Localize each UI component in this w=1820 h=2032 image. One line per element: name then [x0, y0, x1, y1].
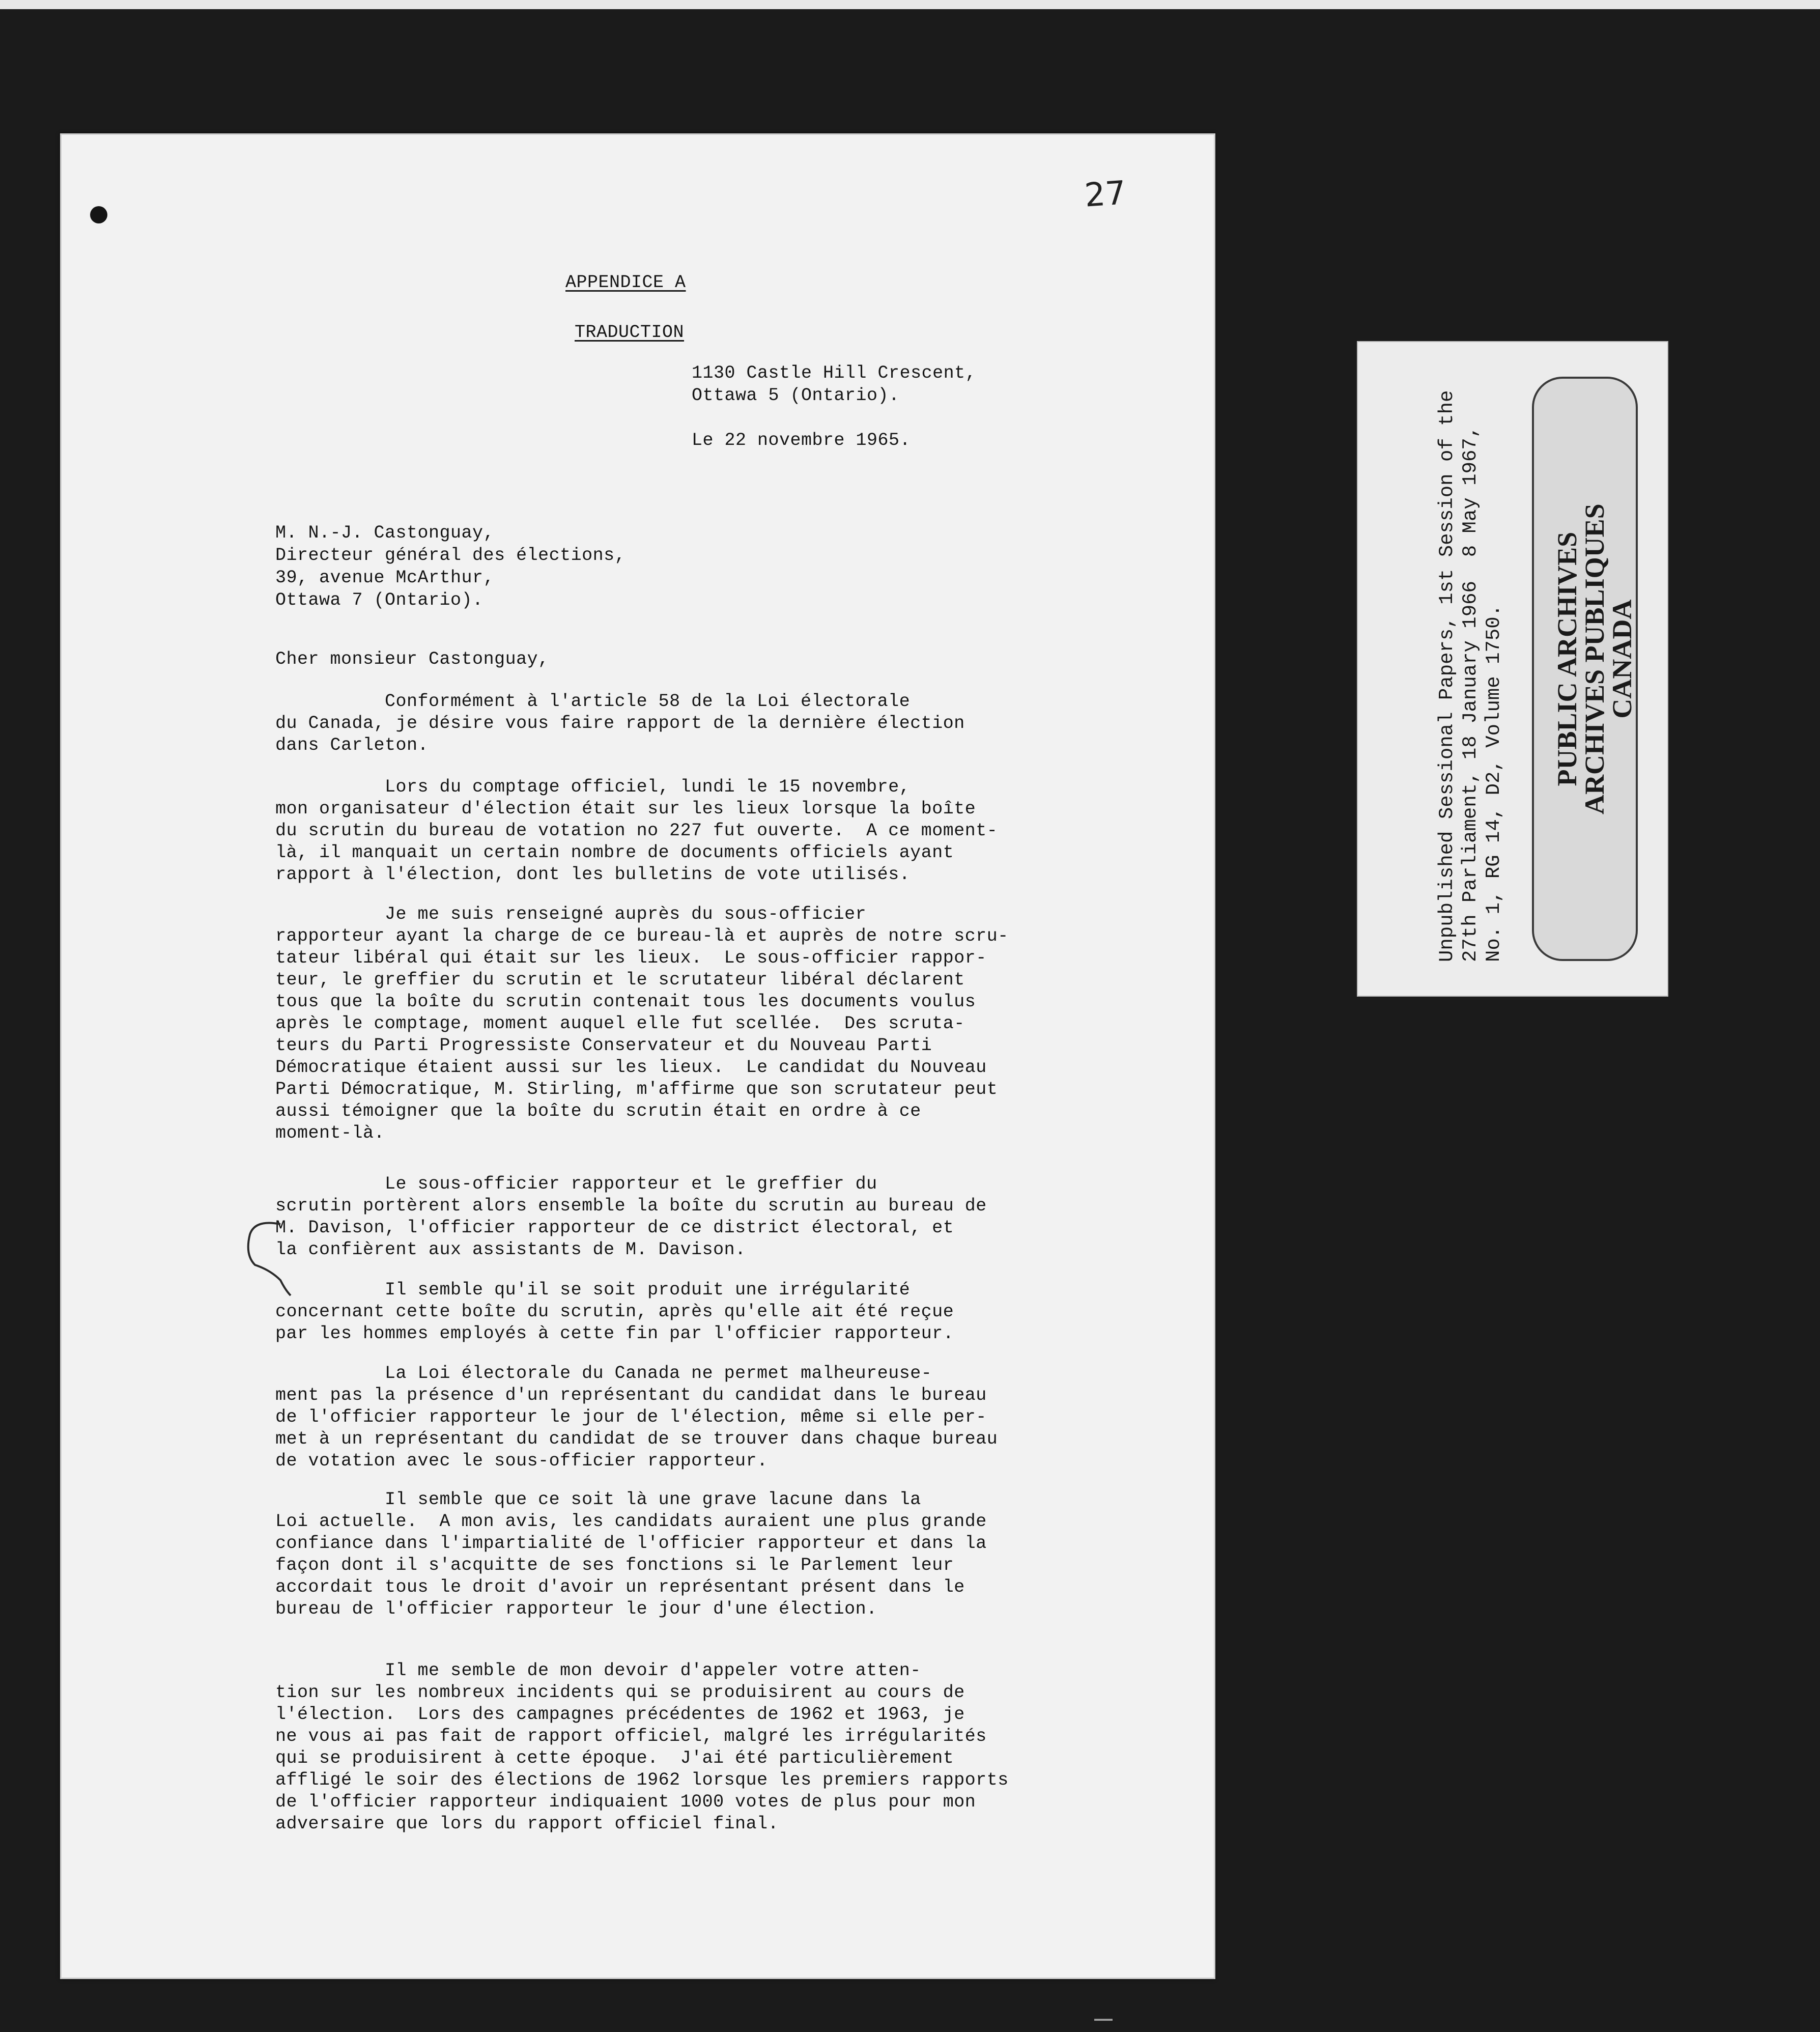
punch-hole — [90, 206, 107, 223]
paragraph-line: Loi actuelle. A mon avis, les candidats auraient une plus grande — [275, 1511, 987, 1532]
paragraph-line: met à un représentant du candidat de se trouver dans chaque bureau — [275, 1429, 998, 1449]
paragraph-line: Conformément à l'article 58 de la Loi électorale — [275, 691, 911, 712]
letter-date: Le 22 novembre 1965. — [692, 430, 911, 450]
paragraph-line: du Canada, je désire vous faire rapport de la dernière élection — [275, 713, 965, 733]
paragraph-line: Lors du comptage officiel, lundi le 15 novembre, — [275, 777, 911, 797]
paragraph-line: teurs du Parti Progressiste Conservateur et du Nouveau Parti — [275, 1035, 932, 1056]
sender-address-line-1: 1130 Castle Hill Crescent, — [692, 363, 977, 383]
page-number: 27 — [1083, 174, 1127, 215]
paragraph-5 — [275, 1279, 954, 1345]
paragraph-line: tion sur les nombreux incidents qui se produisirent au cours de — [275, 1682, 965, 1703]
archive-label-line: 27th Parliament, 18 January 1966 8 May 1967, — [1459, 426, 1482, 962]
paragraph-line: Parti Démocratique, M. Stirling, m'affirme que son scrutateur peut — [275, 1079, 998, 1099]
recipient-line-4: Ottawa 7 (Ontario). — [275, 590, 484, 610]
paragraph-line: Démocratique étaient aussi sur les lieux. Le candidat du Nouveau — [275, 1057, 987, 1078]
paragraph-line: bureau de l'officier rapporteur le jour d'une élection. — [275, 1599, 877, 1619]
recipient-line-3: 39, avenue McArthur, — [275, 568, 495, 588]
paragraph-line: La Loi électorale du Canada ne permet malheureuse- — [275, 1363, 932, 1384]
paragraph-1 — [275, 691, 965, 756]
paragraph-line: par les hommes employés à cette fin par l'officier rapporteur. — [275, 1323, 954, 1344]
paragraph-line: qui se produisirent à cette époque. J'ai été particulièrement — [275, 1748, 954, 1768]
paragraph-2 — [275, 776, 998, 886]
paragraph-line: de votation avec le sous-officier rapporteur. — [275, 1451, 768, 1471]
paragraph-7 — [275, 1489, 987, 1620]
paragraph-line: l'élection. Lors des campagnes précédentes de 1962 et 1963, je — [275, 1704, 965, 1725]
paragraph-line: tous que la boîte du scrutin contenait tous les documents voulus — [275, 992, 976, 1012]
paragraph-line: teur, le greffier du scrutin et le scrutateur libéral déclarent — [275, 970, 965, 990]
paragraph-line: ne vous ai pas fait de rapport officiel, malgré les irrégularités — [275, 1726, 987, 1746]
paragraph-line: Il semble que ce soit là une grave lacune dans la — [275, 1489, 921, 1510]
paragraph-line: Il semble qu'il se soit produit une irrégularité — [275, 1280, 911, 1300]
paragraph-line: adversaire que lors du rapport officiel final. — [275, 1814, 779, 1834]
paragraph-line: après le comptage, moment auquel elle fut scellée. Des scruta- — [275, 1013, 965, 1034]
translation-heading: TRADUCTION — [575, 322, 685, 343]
paragraph-8 — [275, 1660, 1009, 1835]
handwritten-bracket-mark — [235, 1214, 296, 1301]
scan-top-edge — [0, 0, 1820, 9]
sender-address-line-2: Ottawa 5 (Ontario). — [692, 385, 900, 406]
paragraph-line: Il me semble de mon devoir d'appeler votre atten- — [275, 1660, 921, 1681]
paragraph-line: concernant cette boîte du scrutin, après qu'elle ait été reçue — [275, 1302, 954, 1322]
paragraph-line: rapport à l'élection, dont les bulletins de vote utilisés. — [275, 864, 911, 885]
scan-mark — [1094, 2019, 1113, 2021]
stamp-line: PUBLIC ARCHIVES — [1552, 531, 1582, 786]
archive-label-line: No. 1, RG 14, D2, Volume 1750. — [1483, 604, 1505, 962]
paragraph-line: de l'officier rapporteur indiquaient 1000 votes de plus pour mon — [275, 1792, 976, 1812]
paragraph-line: Le sous-officier rapporteur et le greffier du — [275, 1174, 877, 1194]
paragraph-line: moment-là. — [275, 1123, 385, 1143]
paragraph-line: aussi témoigner que la boîte du scrutin était en ordre à ce — [275, 1101, 921, 1121]
paragraph-line: tateur libéral qui était sur les lieux. Le sous-officier rappor- — [275, 948, 987, 968]
stamp-line: CANADA — [1607, 599, 1637, 719]
paragraph-line: rapporteur ayant la charge de ce bureau-là et auprès de notre scru- — [275, 926, 1009, 946]
document-page — [60, 133, 1215, 1979]
paragraph-line: confiance dans l'impartialité de l'officier rapporteur et dans la — [275, 1533, 987, 1554]
salutation: Cher monsieur Castonguay, — [275, 649, 549, 669]
stamp-line: ARCHIVES PUBLIQUES — [1579, 503, 1610, 814]
paragraph-line: ment pas la présence d'un représentant du candidat dans le bureau — [275, 1385, 987, 1405]
paragraph-3 — [275, 904, 1009, 1144]
recipient-line-1: M. N.-J. Castonguay, — [275, 523, 495, 543]
paragraph-line: mon organisateur d'élection était sur les lieux lorsque la boîte — [275, 799, 976, 819]
appendix-heading: APPENDICE A — [565, 272, 686, 293]
recipient-line-2: Directeur général des élections, — [275, 545, 626, 566]
paragraph-line: de l'officier rapporteur le jour de l'élection, même si elle per- — [275, 1407, 987, 1427]
archives-stamp-text — [1553, 503, 1636, 814]
paragraph-4 — [275, 1173, 987, 1261]
paragraph-line: du scrutin du bureau de votation no 227 fut ouverte. A ce moment- — [275, 821, 998, 841]
paragraph-line: la confièrent aux assistants de M. Davison. — [275, 1239, 746, 1260]
archive-label-text — [1435, 390, 1505, 962]
paragraph-line: M. Davison, l'officier rapporteur de ce district électoral, et — [275, 1218, 954, 1238]
paragraph-line: accordait tous le droit d'avoir un représentant présent dans le — [275, 1577, 965, 1597]
paragraph-line: affligé le soir des élections de 1962 lorsque les premiers rapports — [275, 1770, 1009, 1790]
paragraph-line: Je me suis renseigné auprès du sous-officier — [275, 904, 867, 924]
paragraph-line: scrutin portèrent alors ensemble la boîte du scrutin au bureau de — [275, 1196, 987, 1216]
paragraph-line: façon dont il s'acquitte de ses fonctions si le Parlement leur — [275, 1555, 954, 1575]
paragraph-6 — [275, 1363, 998, 1472]
paragraph-line: dans Carleton. — [275, 735, 429, 755]
archive-label-line: Unpublished Sessional Papers, 1st Session of the — [1436, 390, 1458, 962]
paragraph-line: là, il manquait un certain nombre de documents officiels ayant — [275, 842, 954, 863]
